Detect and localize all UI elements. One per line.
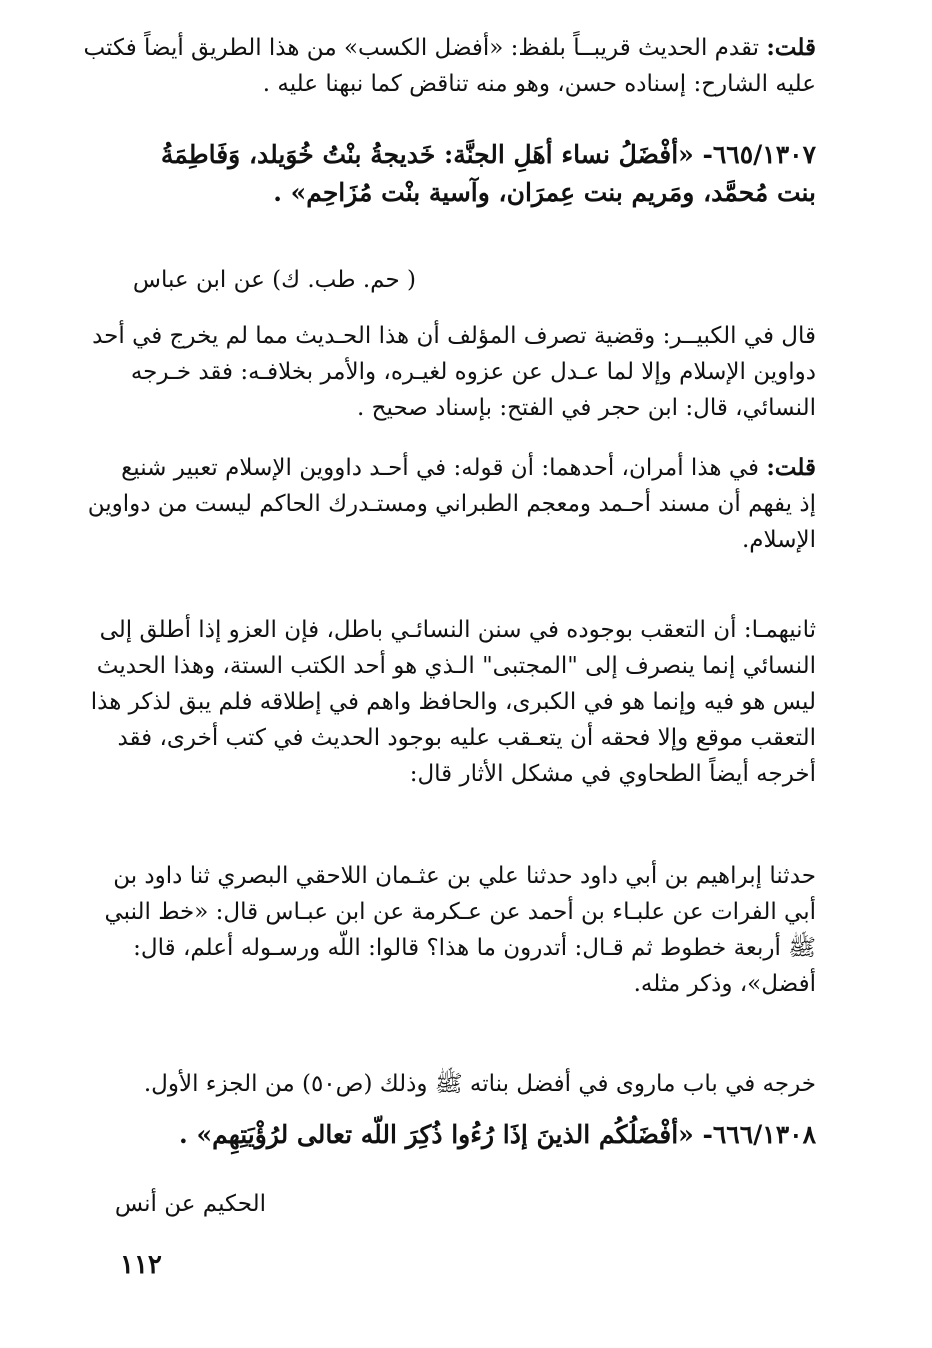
text-line: النسائي إنما ينصرف إلى "المجتبى" الـذي هو أحد الكتب الستة، وهذا الحديث <box>96 653 816 679</box>
text-line: قال في الكبيــر: وقضية تصرف المؤلف أن هذا الحـديث مما لم يخرج في أحد <box>92 323 816 349</box>
text-line: دواوين الإسلام وإلا لما عـدل عن عزوه لغيـره، والأمر بخلافـه: فقد خـرجه <box>130 359 816 385</box>
text-line: أبي الفرات عن علبـاء بن أحمد عن عـكرمة عن ابن عبـاس قال: «خط النبي <box>104 899 816 925</box>
text-line: قلت: تقدم الحديث قريبــاً بلفظ: «أفضل الكسب» من هذا الطريق أيضاً فكتب <box>83 34 816 61</box>
text-line: عليه الشارح: إسناده حسن، وهو منه تناقض كما نبهنا عليه . <box>262 71 816 97</box>
hadith-line: ٦٦٦/١٣٠٨- «أفْضَلُكُم الذينَ إذَا رُءُوا ذُكِرَ اللّه تعالى لرُؤْيَتِهِم» . <box>179 1120 816 1149</box>
hadith-666 <box>104 1116 816 1154</box>
hadith-source-1 <box>104 262 816 298</box>
source-line: ( حم. طب. ك) عن ابن عباس <box>132 267 416 293</box>
hadith-line: بنت مُحمَّد، ومَريم بنت عِمرَان، وآسية بنْت مُزَاحِم» . <box>273 178 816 207</box>
text-line: التعقب موقع وإلا فحقه أن يتعـقب عليه بوجود الحديث في كتب أخرى، فقد <box>117 725 816 751</box>
text-line: حدثنا إبراهيم بن أبي داود حدثنا علي بن عثـمان اللاحقي البصري ثنا داود بن <box>113 863 816 889</box>
paragraph-second-point <box>90 612 816 792</box>
paragraph-isnad <box>104 858 816 1002</box>
text-line: ليس هو فيه وإنما هو في الكبرى، والحافظ واهم في إطلاقه فلم يبق لذكر هذا <box>90 689 816 715</box>
text-line: ثانيهمـا: أن التعقب بوجوده في سنن النسائـي باطل، فإن العزو إذا أطلق إلى <box>99 617 816 643</box>
hadith-line: ٦٦٥/١٣٠٧- «أفْضَلُ نساء أهَلِ الجنَّة: خَديجةُ بنْتُ خُوَيلد، وَفَاطِمَةُ <box>160 140 816 169</box>
paragraph-comment-2 <box>87 450 816 558</box>
lead-word: قلت: <box>766 454 816 481</box>
hadith-665 <box>104 136 816 212</box>
text-line: إذ يفهم أن مسند أحـمد ومعجم الطبراني ومستـدرك الحاكم ليست من دواوين <box>87 491 816 517</box>
paragraph-takhrij <box>104 1066 816 1102</box>
text-line: خرجه في باب ماروى في أفضل بناته ﷺ وذلك (ص٥٠) من الجزء الأول. <box>143 1071 816 1097</box>
text-line: أفضل»، وذكر مثله. <box>633 971 816 997</box>
text-line: الإسلام. <box>741 527 816 553</box>
text-line: ﷺ أربعة خطوط ثم قـال: أتدرون ما هذا؟ قالوا: اللّه ورسـوله أعلم، قال: <box>133 935 816 961</box>
page-number: ١١٢ <box>120 1250 162 1280</box>
lead-word: قلت: <box>766 34 816 61</box>
text-line: قلت: في هذا أمران، أحدهما: أن قوله: في أحـد داووين الإسلام تعبير شنيع <box>121 454 816 481</box>
paragraph-comment-1 <box>83 30 816 102</box>
paragraph-kabir <box>92 318 816 426</box>
source-line: الحكيم عن أنس <box>114 1191 266 1217</box>
text-line: النسائي، قال: ابن حجر في الفتح: بإسناد صحيح . <box>357 395 816 421</box>
hadith-source-2 <box>104 1186 816 1222</box>
text-line: أخرجه أيضاً الطحاوي في مشكل الأثار قال: <box>409 761 816 787</box>
